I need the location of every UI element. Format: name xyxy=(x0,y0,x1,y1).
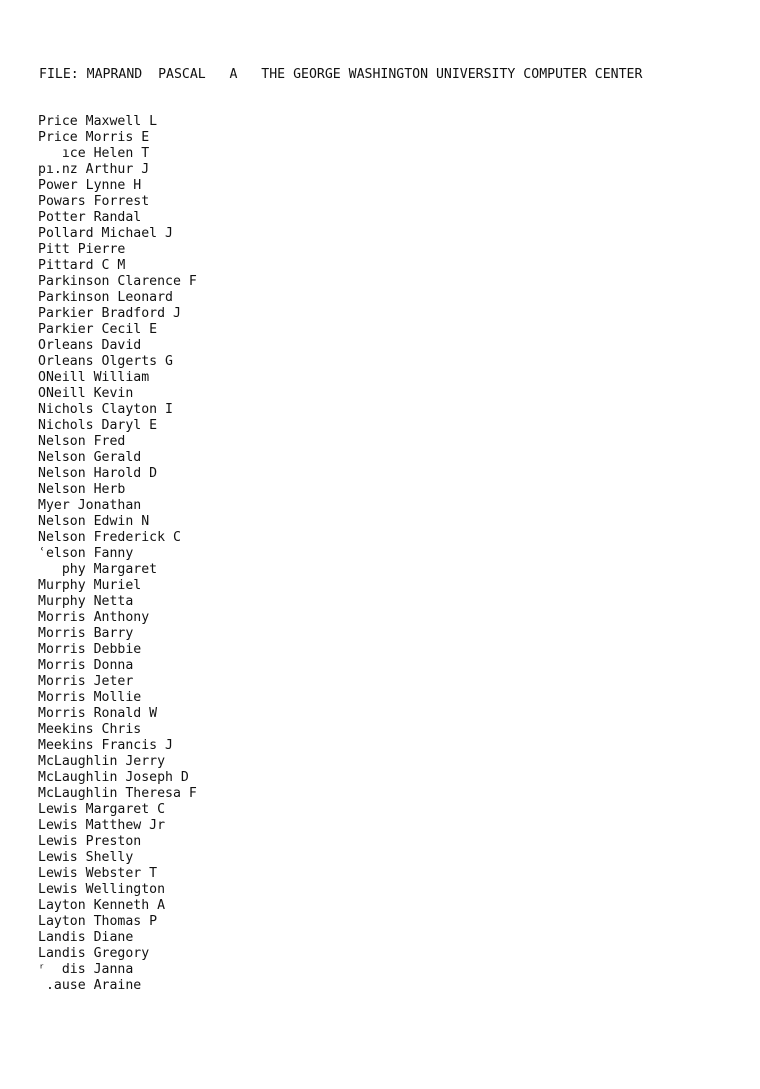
name-entry: Parkinson Clarence F xyxy=(38,274,197,289)
name-entry: Meekins Francis J xyxy=(38,738,173,753)
name-entry: Morris Barry xyxy=(38,626,134,641)
name-entry: Pittard C M xyxy=(38,258,126,273)
name-entry: Lewis Matthew Jr xyxy=(38,818,166,833)
name-entry: Lewis Shelly xyxy=(38,850,134,865)
name-entry: Price Morris E xyxy=(38,130,150,145)
name-entry: Orleans David xyxy=(38,338,142,353)
name-entry: pı.nz Arthur J xyxy=(38,162,150,177)
name-entry: Potter Randal xyxy=(38,210,142,225)
name-entry: Nelson Gerald xyxy=(38,450,142,465)
name-entry: Myer Jonathan xyxy=(38,498,142,513)
name-entry: ONeill William xyxy=(38,370,150,385)
name-entry: Nichols Daryl E xyxy=(38,418,158,433)
name-entry: Meekins Chris xyxy=(38,722,142,737)
name-entry: Orleans Olgerts G xyxy=(38,354,173,369)
name-entry: Morris Ronald W xyxy=(38,706,158,721)
name-entry: Murphy Muriel xyxy=(38,578,142,593)
name-entry: phy Margaret xyxy=(38,562,158,577)
name-entry: Nelson Herb xyxy=(38,482,126,497)
name-entry: Morris Mollie xyxy=(38,690,142,705)
name-entry: Parkinson Leonard xyxy=(38,290,173,305)
name-entry: McLaughlin Jerry xyxy=(38,754,166,769)
name-entry: Nelson Edwin N xyxy=(38,514,150,529)
name-entry: ʿelson Fanny xyxy=(38,546,134,561)
name-entry: McLaughlin Joseph D xyxy=(38,770,189,785)
name-entry: Power Lynne H xyxy=(38,178,142,193)
name-entry: Morris Donna xyxy=(38,658,134,673)
name-entry: Layton Thomas P xyxy=(38,914,158,929)
name-entry: Morris Anthony xyxy=(38,610,150,625)
name-entry: Landis Gregory xyxy=(38,946,150,961)
file-header: FILE: MAPRAND PASCAL A THE GEORGE WASHINGTON UNIVERSITY COMPUTER CENTER xyxy=(39,67,643,82)
name-entry: Morris Jeter xyxy=(38,674,134,689)
name-entry: Pollard Michael J xyxy=(38,226,173,241)
name-entry: .ause Araine xyxy=(38,978,142,993)
name-entry: ıce Helen T xyxy=(38,146,150,161)
name-entry: Murphy Netta xyxy=(38,594,134,609)
name-entry: Lewis Webster T xyxy=(38,866,158,881)
name-entry: Price Maxwell L xyxy=(38,114,158,129)
name-entry: Lewis Wellington xyxy=(38,882,166,897)
name-entry: Parkier Bradford J xyxy=(38,306,181,321)
name-entry: Lewis Margaret C xyxy=(38,802,166,817)
name-entry: McLaughlin Theresa F xyxy=(38,786,197,801)
name-entry: ONeill Kevin xyxy=(38,386,134,401)
name-list xyxy=(38,114,197,994)
name-entry: Lewis Preston xyxy=(38,834,142,849)
name-entry: Nelson Frederick C xyxy=(38,530,181,545)
name-entry: Parkier Cecil E xyxy=(38,322,158,337)
name-entry: Layton Kenneth A xyxy=(38,898,166,913)
name-entry: Powars Forrest xyxy=(38,194,150,209)
name-entry: Nelson Harold D xyxy=(38,466,158,481)
name-entry: Morris Debbie xyxy=(38,642,142,657)
name-entry: Pitt Pierre xyxy=(38,242,126,257)
name-entry: Nelson Fred xyxy=(38,434,126,449)
name-entry: Landis Diane xyxy=(38,930,134,945)
name-entry: ʳ dis Janna xyxy=(38,962,134,977)
name-entry: Nichols Clayton I xyxy=(38,402,173,417)
